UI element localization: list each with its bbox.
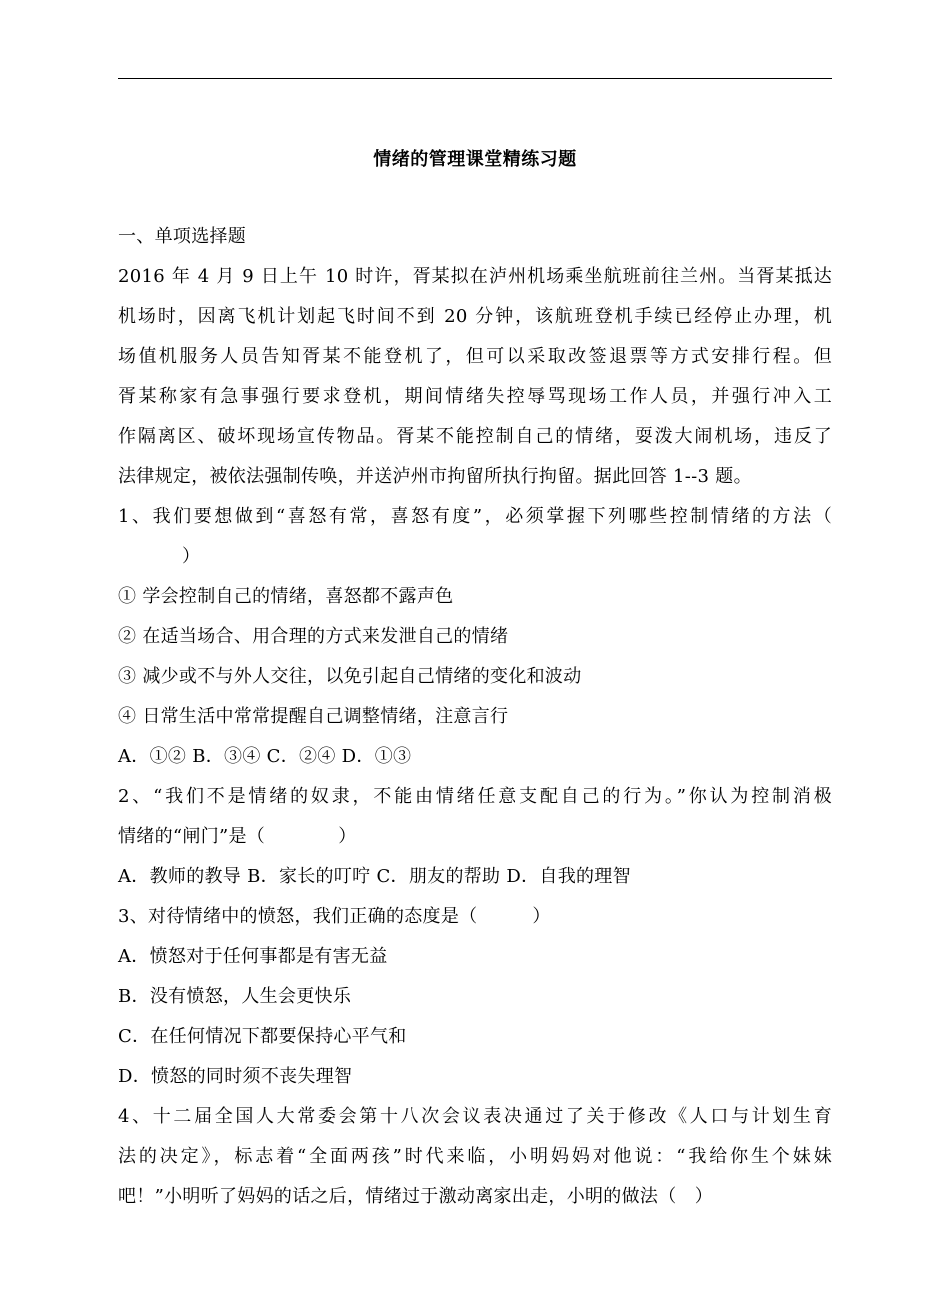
question-1-statement: ④ 日常生活中常常提醒自己调整情绪，注意言行: [118, 706, 509, 727]
question-1-stem-close: ）: [182, 546, 201, 567]
question-2-options: A．教师的教导 B．家长的叮咛 C．朋友的帮助 D．自我的理智: [118, 866, 631, 887]
question-3-stem: 3、对待情绪中的愤怒，我们正确的态度是（ ）: [118, 906, 551, 927]
question-3-option: B．没有愤怒，人生会更快乐: [118, 986, 352, 1007]
question-1-statement: ② 在适当场合、用合理的方式来发泄自己的情绪: [118, 626, 509, 647]
passage-line: 法律规定，被依法强制传唤，并送泸州市拘留所执行拘留。据此回答 1--3 题。: [118, 466, 752, 487]
question-1-statement: ③ 减少或不与外人交往，以免引起自己情绪的变化和波动: [118, 666, 582, 687]
section-heading: 一、单项选择题: [118, 226, 247, 247]
question-3-option: D．愤怒的同时须不丧失理智: [118, 1066, 353, 1087]
passage-line: 机场时，因离飞机计划起飞时间不到 20 分钟，该航班登机手续已经停止办理，机: [118, 306, 832, 327]
question-1-statement: ① 学会控制自己的情绪，喜怒都不露声色: [118, 586, 454, 607]
question-2-stem: 2、“我们不是情绪的奴隶，不能由情绪任意支配自己的行为。”你认为控制消极: [118, 786, 832, 807]
document-body: [118, 217, 832, 1217]
question-2-stem: 情绪的“闸门”是（ ）: [118, 826, 357, 847]
passage-line: 作隔离区、破坏现场宣传物品。胥某不能控制自己的情绪，耍泼大闹机场，违反了: [118, 426, 832, 447]
passage-line: 场值机服务人员告知胥某不能登机了，但可以采取改签退票等方式安排行程。但: [118, 346, 832, 367]
question-4-stem: 吧！”小明听了妈妈的话之后，情绪过于激动离家出走，小明的做法（ ）: [118, 1186, 714, 1207]
question-4-stem: 法的决定》，标志着“全面两孩”时代来临，小明妈妈对他说：“我给你生个妹妹: [118, 1146, 832, 1167]
question-3-option: A．愤怒对于任何事都是有害无益: [118, 946, 388, 967]
question-4-stem: 4、十二届全国人大常委会第十八次会议表决通过了关于修改《人口与计划生育: [118, 1106, 832, 1127]
header-rule: [118, 78, 832, 79]
page-title: 情绪的管理课堂精练习题: [373, 149, 577, 170]
question-3-option: C．在任何情况下都要保持心平气和: [118, 1026, 407, 1047]
question-1-stem: 1、我们要想做到“喜怒有常，喜怒有度”，必须掌握下列哪些控制情绪的方法（: [118, 506, 832, 527]
question-1-options: A．①② B．③④ C．②④ D．①③: [118, 746, 412, 767]
passage-line: 2016 年 4 月 9 日上午 10 时许，胥某拟在泸州机场乘坐航班前往兰州。当胥某抵达: [118, 266, 832, 287]
passage-line: 胥某称家有急事强行要求登机，期间情绪失控辱骂现场工作人员，并强行冲入工: [118, 386, 832, 407]
